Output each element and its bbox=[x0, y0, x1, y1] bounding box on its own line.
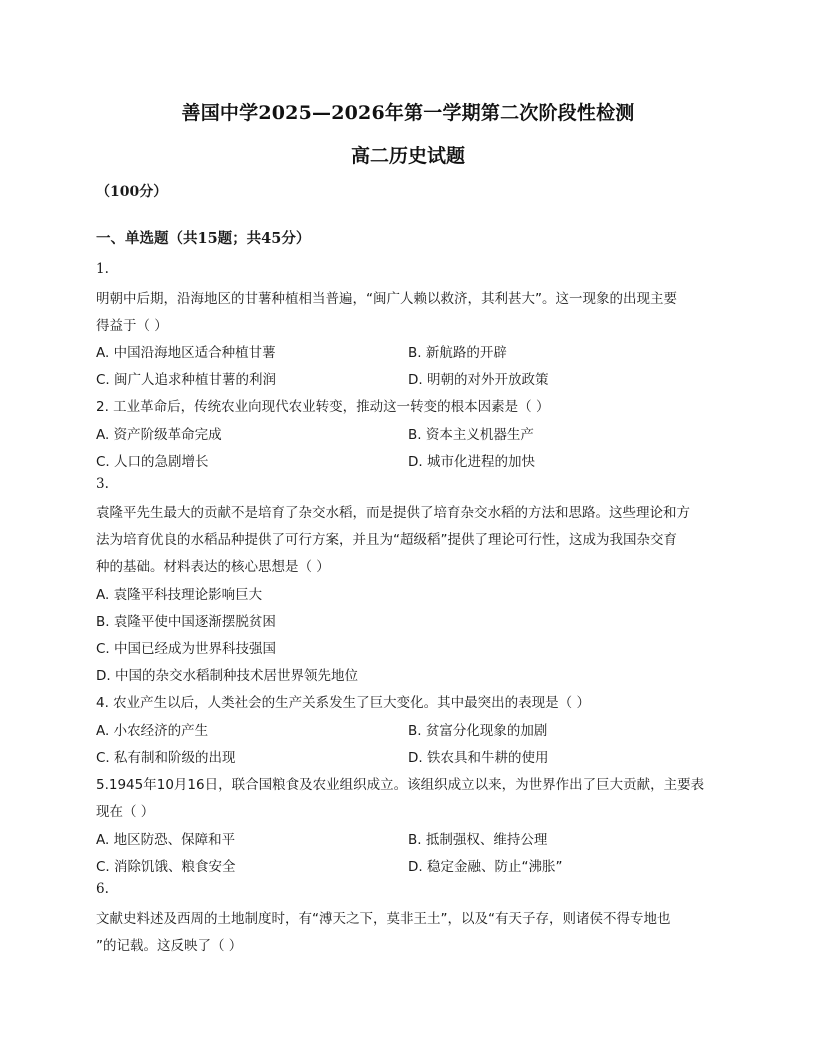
question-1-option-b: B. 新航路的开辟 bbox=[408, 345, 507, 361]
question-2-option-a: A. 资产阶级革命完成 bbox=[96, 427, 222, 443]
question-4-option-d: D. 铁农具和牛耕的使用 bbox=[408, 750, 549, 766]
question-3-option-b: B. 袁隆平使中国逐渐摆脱贫困 bbox=[96, 614, 276, 630]
question-4-option-c: C. 私有制和阶级的出现 bbox=[96, 750, 236, 766]
question-1-option-d: D. 明朝的对外开放政策 bbox=[408, 372, 549, 388]
question-3-option-c: C. 中国已经成为世界科技强国 bbox=[96, 641, 277, 657]
question-3-stem-line-3: 种的基础。材料表达的核心思想是（ ） bbox=[96, 559, 330, 575]
question-4-option-a: A. 小农经济的产生 bbox=[96, 723, 209, 739]
question-3-stem-line-1: 袁隆平先生最大的贡献不是培育了杂交水稻，而是提供了培育杂交水稻的方法和思路。这些理论和方 bbox=[96, 505, 690, 521]
question-5-option-c: C. 消除饥饿、粮食安全 bbox=[96, 859, 236, 875]
question-5-option-d: D. 稳定金融、防止“沸胀” bbox=[408, 859, 563, 875]
question-1-number: 1. bbox=[96, 261, 109, 277]
question-4-stem: 4. 农业产生以后，人类社会的生产关系发生了巨大变化。其中最突出的表现是（ ） bbox=[96, 695, 590, 711]
exam-subtitle: 高二历史试题 bbox=[350, 145, 465, 167]
question-3-stem-line-2: 法为培育优良的水稻品种提供了可行方案，并且为“超级稻”提供了理论可行性，这成为我国杂交育 bbox=[96, 532, 677, 548]
question-2-option-d: D. 城市化进程的加快 bbox=[408, 454, 535, 470]
question-5-option-a: A. 地区防恐、保障和平 bbox=[96, 832, 236, 848]
question-6-stem-line-2: ”的记载。这反映了（ ） bbox=[96, 938, 243, 954]
question-2-option-b: B. 资本主义机器生产 bbox=[408, 427, 534, 443]
exam-title: 善国中学2025—2026年第一学期第二次阶段性检测 bbox=[181, 102, 635, 124]
question-1-stem-line-1: 明朝中后期，沿海地区的甘薯种植相当普遍，“闽广人赖以救济，其利甚大”。这一现象的出现主要 bbox=[96, 291, 677, 307]
question-1-option-a: A. 中国沿海地区适合种植甘薯 bbox=[96, 345, 276, 361]
score-note: （100分） bbox=[96, 184, 168, 200]
question-3-number: 3. bbox=[96, 476, 109, 492]
question-5-stem-line-1: 5.1945年10月16日，联合国粮食及农业组织成立。该组织成立以来，为世界作出了巨大贡献，主要表 bbox=[96, 777, 705, 793]
question-3-option-d: D. 中国的杂交水稻制种技术居世界领先地位 bbox=[96, 668, 358, 684]
question-1-stem-line-2: 得益于（ ） bbox=[96, 318, 168, 334]
question-2-stem: 2. 工业革命后，传统农业向现代农业转变，推动这一转变的根本因素是（ ） bbox=[96, 399, 550, 415]
question-6-number: 6. bbox=[96, 881, 109, 897]
question-6-stem-line-1: 文献史料述及西周的土地制度时，有“溥天之下，莫非王土”，以及“有天子存，则诸侯不得专地也 bbox=[96, 911, 671, 927]
question-2-option-c: C. 人口的急剧增长 bbox=[96, 454, 209, 470]
question-5-option-b: B. 抵制强权、维持公理 bbox=[408, 832, 548, 848]
question-5-stem-line-2: 现在（ ） bbox=[96, 804, 155, 820]
question-1-option-c: C. 闽广人追求种植甘薯的利润 bbox=[96, 372, 277, 388]
section-heading: 一、单选题（共15题；共45分） bbox=[96, 230, 311, 247]
question-4-option-b: B. 贫富分化现象的加剧 bbox=[408, 723, 548, 739]
question-3-option-a: A. 袁隆平科技理论影响巨大 bbox=[96, 587, 263, 603]
